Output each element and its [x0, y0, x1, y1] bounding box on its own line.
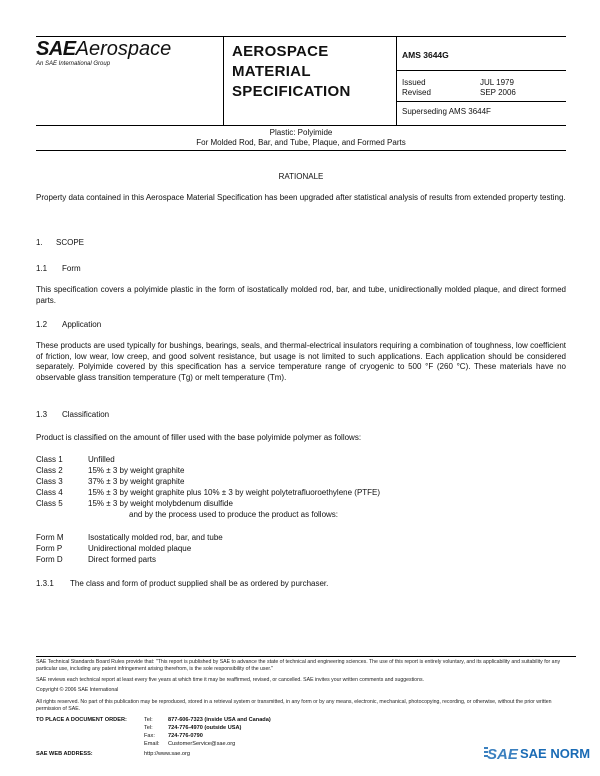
section-heading-form: Form	[62, 264, 81, 273]
doc-title: Plastic: Polyimide For Molded Rod, Bar, and Tube, Plaque, and Formed Parts	[196, 128, 406, 147]
section-heading-application: Application	[62, 320, 102, 329]
class-label: Class 4	[36, 488, 63, 497]
section-heading-scope: SCOPE	[56, 238, 85, 247]
tel-value: 877-606-7323 (inside USA and Canada)	[168, 717, 271, 723]
sae-norm-watermark	[484, 741, 591, 767]
rationale-text: Property data contained in this Aerospace Material Specification has been upgraded after statistical analysis of results from extended property testing.	[36, 193, 566, 202]
spec-type-title: AEROSPACE MATERIAL SPECIFICATION	[232, 43, 351, 100]
class-description: Unfilled	[88, 455, 115, 464]
header-divider	[396, 37, 397, 125]
application-text: These products are used typically for bushings, bearings, seals, and thermal-electrical insulators requiring a combination of toughness, low coefficient of friction, low wear, low creep, and good solvent resistance, but usage is not limited to such applications. Each application should be considered separately. Polyimide covered by this specification has a service temperature range of cryogenic to 500 °F (260 °C). These materials have no observable glass transition temperature (Tg) or melt temperature (Tm).	[36, 341, 566, 382]
tel-label: Tel:	[144, 725, 153, 731]
form-description: Isostatically molded rod, bar, and tube	[88, 533, 223, 542]
tel-value: 724-776-4970 (outside USA)	[168, 725, 242, 731]
order-label: TO PLACE A DOCUMENT ORDER:	[36, 717, 127, 723]
footer-copyright: Copyright © 2006 SAE International	[36, 687, 119, 693]
issued-label: Issued	[402, 78, 426, 87]
footer-rights: All rights reserved. No part of this publication may be reproduced, stored in a retrieval system or transmitted, in any form or by any means, electronic, mechanical, photocopying, recording, or otherwise, without the prior written permission of SAE.	[36, 699, 552, 712]
email-link[interactable]: CustomerService@sae.org	[168, 741, 236, 747]
section-number: 1.	[36, 238, 43, 247]
class-label: Class 5	[36, 499, 63, 508]
header-divider	[223, 37, 224, 125]
section-heading-classification: Classification	[62, 410, 110, 419]
footer-rule	[36, 656, 576, 657]
form-label: Form P	[36, 544, 63, 553]
process-intro: and by the process used to produce the product as follows:	[129, 510, 339, 519]
web-label: SAE WEB ADDRESS:	[36, 751, 93, 757]
fax-label: Fax:	[144, 733, 155, 739]
title-rule	[36, 150, 566, 151]
form-description: Direct formed parts	[88, 555, 157, 564]
form-text: This specification covers a polyimide plastic in the form of isostatically molded rod, bar, and tube, unidirectionally molded plaque, and direct formed parts.	[36, 285, 566, 305]
logo-subtitle: An SAE International Group	[36, 61, 111, 67]
class-label: Class 3	[36, 477, 63, 486]
order-note: The class and form of product supplied shall be as ordered by purchaser.	[70, 579, 329, 588]
footer-rules: SAE Technical Standards Board Rules provide that: "This report is published by SAE to advance the state of technical and engineering sciences. The use of this report is entirely voluntary, and its applicability and suitability for any particular use, including any patent infringement arising therefrom, is the sole responsibility of the user."	[36, 659, 561, 672]
class-description: 15% ± 3 by weight graphite	[88, 466, 185, 475]
class-description: 37% ± 3 by weight graphite	[88, 477, 185, 486]
superseding-note: Superseding AMS 3644F	[402, 107, 491, 116]
class-label: Class 1	[36, 455, 63, 464]
issued-date: JUL 1979	[480, 78, 514, 87]
section-number: 1.3.1	[36, 579, 54, 588]
form-label: Form D	[36, 555, 63, 564]
form-description: Unidirectional molded plaque	[88, 544, 192, 553]
document-number: AMS 3644G	[402, 50, 449, 60]
tel-label: Tel:	[144, 717, 153, 723]
section-number: 1.3	[36, 410, 48, 419]
classification-text: Product is classified on the amount of filler used with the base polyimide polymer as follows:	[36, 433, 362, 442]
header-rule	[396, 101, 566, 102]
footer-review: SAE reviews each technical report at least every five years at which time it may be reaffirmed, revised, or cancelled. SAE invites your written comments and suggestions.	[36, 677, 424, 683]
rationale-heading: RATIONALE	[278, 172, 324, 181]
header-rule	[396, 70, 566, 71]
class-description: 15% ± 3 by weight graphite plus 10% ± 3 by weight polytetrafluoroethylene (PTFE)	[88, 488, 381, 497]
class-label: Class 2	[36, 466, 63, 475]
revised-date: SEP 2006	[480, 88, 516, 97]
section-number: 1.2	[36, 320, 48, 329]
section-number: 1.1	[36, 264, 48, 273]
revised-label: Revised	[402, 88, 431, 97]
watermark-text: SAE NORM	[520, 746, 591, 761]
form-label: Form M	[36, 533, 64, 542]
class-description: 15% ± 3 by weight molybdenum disulfide	[88, 499, 233, 508]
svg-text:SAE: SAE	[487, 746, 518, 763]
web-link[interactable]: http://www.sae.org	[144, 751, 191, 757]
sae-aerospace-logo: SAEAerospace An SAE International Group	[36, 38, 216, 67]
fax-value: 724-776-0790	[168, 733, 203, 739]
email-label: Email:	[144, 741, 160, 747]
